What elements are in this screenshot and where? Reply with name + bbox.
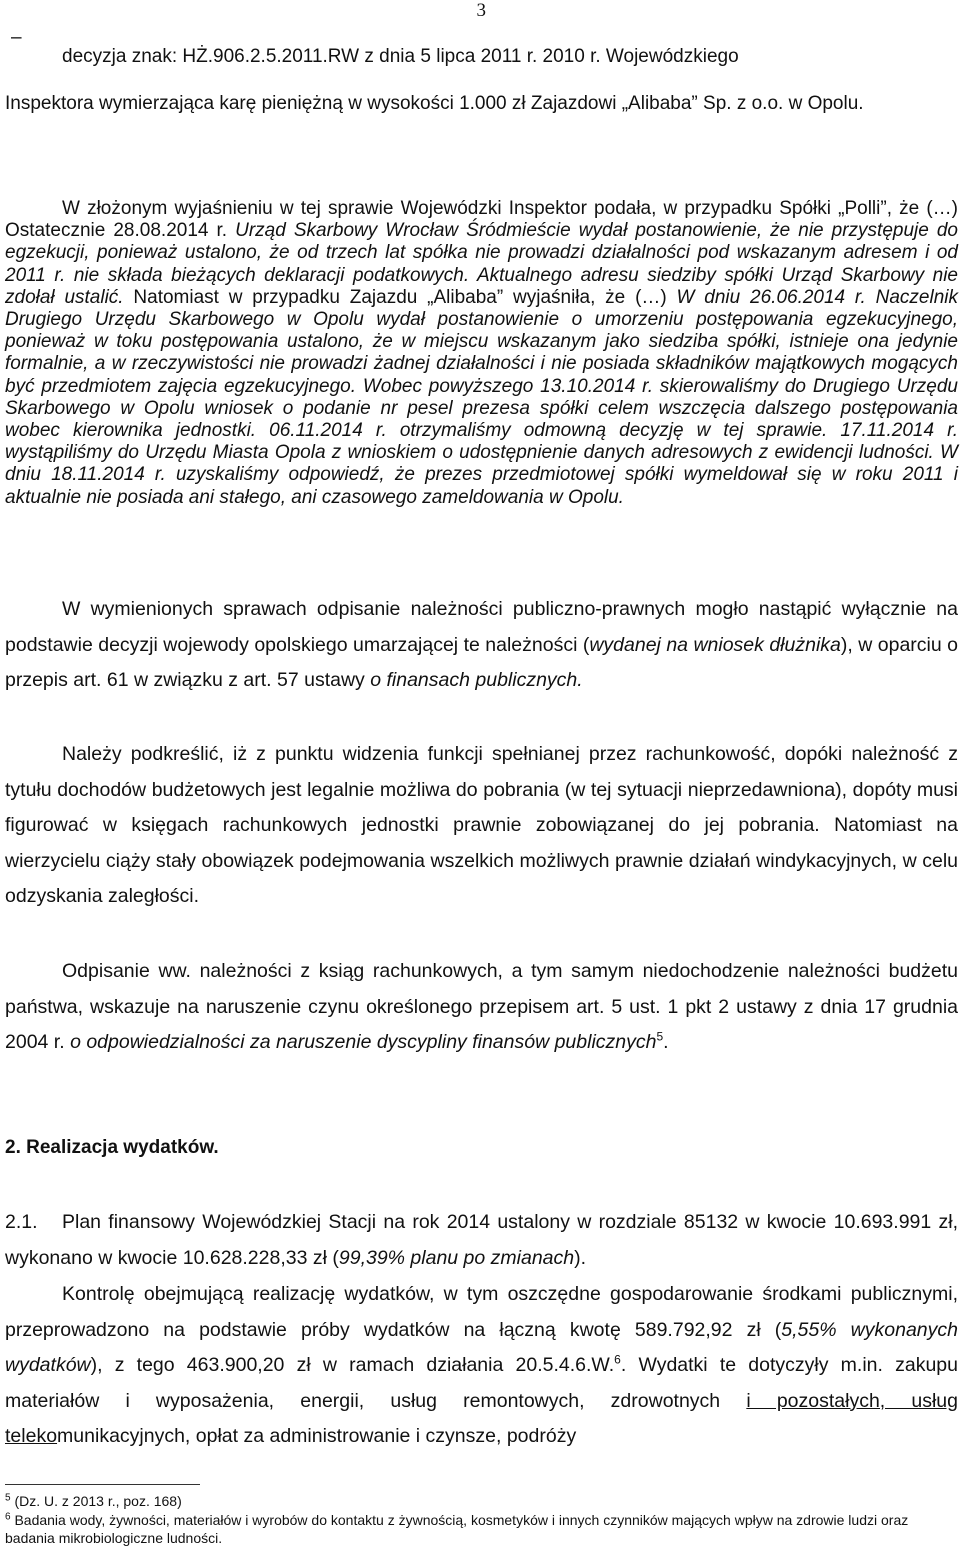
list-item-line1: decyzja znak: HŻ.906.2.5.2011.RW z dnia 5 lipca 2011 r. 2010 r. Wojewódzkiego	[62, 46, 739, 67]
paragraph-explanation-quote1: Urząd Skarbowy Wrocław Śródmieście wydał postanowienie, że nie przystępuje do egzekucji, ponieważ ustalono, że od trzech lat spółka nie prowadzi działalności pod wskazanym adresem i od 2011 r. nie składa bieżących deklaracji podatkowych. Aktualnego adresu siedziby spółki Urząd Skarbowy nie zdołał ustalić.	[5, 220, 958, 308]
paragraph-plan	[5, 1205, 958, 1276]
paragraph-accounting-text: Należy podkreślić, iż z punktu widzenia funkcji spełnianej przez rachunkowość, dopóki należność z tytułu dochodów budżetowych jest legalnie możliwa do pobrania (w tej sytuacji nieprzedawniona), dopóty musi figurować w księgach rachunkowych jednostki prawnie zobowiązanej do jej pobrania. Natomiast na wierzycielu ciąży stały obowiązek podejmowania wszelkich możliwych prawnie działań windykacyjnych, w celu odzyskania zaległości.	[5, 743, 958, 908]
footnote-separator	[5, 1484, 200, 1485]
footnote-mark: 6	[5, 1511, 11, 1523]
paragraph-explanation	[5, 198, 958, 509]
dash-bullet: –	[11, 27, 22, 48]
paragraph-write-off-d: o finansach publicznych.	[370, 669, 583, 692]
footnote-ref-5: 5	[656, 1029, 664, 1044]
section-heading-number: 2.	[5, 1137, 21, 1158]
section-heading	[5, 1137, 219, 1159]
paragraph-explanation-intro: W złożonym wyjaśnieniu w tej sprawie Wojewódzki Inspektor podała, w przypadku Spółki „Polli”, że (…) Ostatecznie 28.08.2014 r.	[5, 198, 958, 242]
paragraph-plan-b: 99,39% planu po zmianach	[338, 1246, 575, 1269]
paragraph-violation	[5, 954, 958, 1061]
paragraph-control-e: i pozostałych, usług teleko	[5, 1389, 958, 1448]
paragraph-plan-c: ).	[574, 1246, 587, 1269]
paragraph-write-off-b: wydanej na wniosek dłużnika	[589, 633, 841, 656]
paragraph-explanation-mid: Natomiast w przypadku Zajazdu „Alibaba” wyjaśniła, że (…)	[123, 286, 667, 308]
paragraph-control	[5, 1277, 958, 1455]
footnote-text: (Dz. U. z 2013 r., poz. 168)	[10, 1493, 182, 1509]
paragraph-violation-c: .	[663, 1031, 669, 1054]
paragraph-control-a: Kontrolę obejmującą realizację wydatków, w tym oszczędne gospodarowanie środkami publicznymi, przeprowadzono na podstawie próby wydatków na łączną kwotę 589.792,92 zł (	[5, 1283, 958, 1341]
paragraph-violation-b: o odpowiedzialności za naruszenie dyscypliny finansów publicznych	[70, 1031, 657, 1054]
paragraph-write-off-a: W wymienionych sprawach odpisanie należności publiczno-prawnych mogło nastąpić wyłącznie na podstawie decyzji wojewody opolskiego umarzającej te należności (	[5, 598, 958, 656]
footnote-ref-6: 6	[614, 1352, 621, 1367]
footnote-6	[5, 1511, 958, 1547]
subsection-number: 2.1.	[5, 1211, 38, 1233]
paragraph-accounting	[5, 737, 958, 915]
list-item-rest: Inspektora wymierzająca karę pieniężną w wysokości 1.000 zł Zajazdowi „Alibaba” Sp. z o.o. w Opolu.	[5, 92, 864, 114]
list-item-decision	[5, 24, 958, 117]
footnote-mark: 5	[5, 1492, 11, 1504]
footnote-text: Badania wody, żywności, materiałów i wyrobów do kontaktu z żywnością, kosmetyków i innych czynników mających wpływ na zdrowie ludzi oraz badania mikrobiologiczne ludności.	[5, 1512, 909, 1546]
paragraph-control-b: 5,55% wykonanych wydatków	[5, 1318, 958, 1377]
paragraph-write-off-c: ), w oparciu o przepis art. 61 w związku z art. 57 ustawy	[5, 633, 958, 692]
section-heading-text: Realizacja wydatków.	[26, 1137, 219, 1158]
paragraph-violation-a: Odpisanie ww. należności z ksiąg rachunkowych, a tym samym niedochodzenie należności budżetu państwa, wskazuje na naruszenie czynu określonego przepisem art. 5 ust. 1 pkt 2 ustawy z dnia 17 grudnia 2004 r.	[5, 960, 958, 1054]
paragraph-control-c: ), z tego 463.900,20 zł w ramach działania 20.5.4.6.W.	[90, 1354, 615, 1377]
paragraph-explanation-quote2: W dniu 26.06.2014 r. Naczelnik Drugiego Urzędu Skarbowego w Opolu wydał postanowienie o umorzeniu postępowania egzekucyjnego, ponieważ w toku postępowania ustalono, że w miejscu wskazanym jako siedziba spółki, istnieje ona jedynie formalnie, a w rzeczywistości nie prowadzi żadnej działalności i nie posiada składników majątkowych mogących być przedmiotem zajęcia egzekucyjnego. Wobec powyższego 13.10.2014 r. skierowaliśmy do Drugiego Urzędu Skarbowego w Opolu wniosek o podanie nr pesel prezesa spółki celem wszczęcia dalszego postępowania wobec kierownika jednostki. 06.11.2014 r. otrzymaliśmy odmowną decyzję w tej sprawie. 17.11.2014 r. wystąpiliśmy do Urzędu Miasta Opola z wnioskiem o udostępnienie danych adresowych z ewidencji ludności. W dniu 18.11.2014 r. uzyskaliśmy odpowiedź, że prezes przedmiotowej spółki wymeldował się w roku 2011 i aktualnie nie posiada ani stałego, ani czasowego zameldowania w Opolu.	[5, 286, 959, 508]
paragraph-control-d: . Wydatki te dotyczyły m.in. zakupu materiałów i wyposażenia, energii, usług remontowych, zdrowotnych	[5, 1354, 958, 1412]
paragraph-plan-a: Plan finansowy Wojewódzkiej Stacji na rok 2014 ustalony w rozdziale 85132 w kwocie 10.693.991 zł, wykonano w kwocie 10.628.228,33 zł (	[5, 1211, 958, 1269]
footnote-5	[5, 1492, 958, 1510]
paragraph-control-f: munikacyjnych, opłat za administrowanie i czynsze, podróży	[57, 1425, 577, 1448]
page-number: 3	[476, 0, 486, 21]
paragraph-write-off	[5, 592, 958, 699]
